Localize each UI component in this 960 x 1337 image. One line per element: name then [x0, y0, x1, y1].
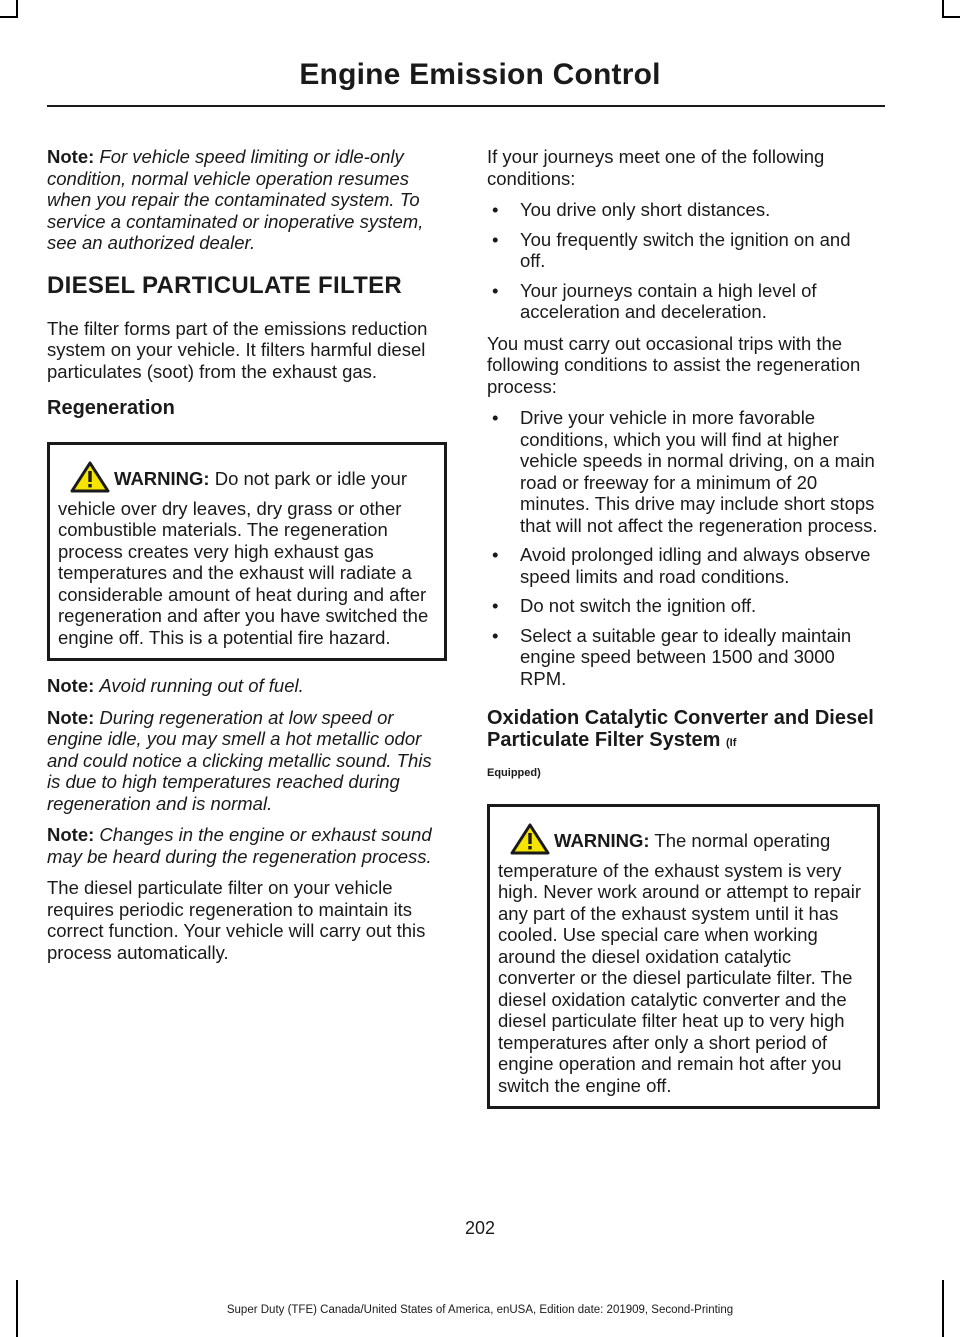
note-text: Avoid running out of fuel. — [99, 675, 304, 696]
equipped-label: Equipped) — [487, 767, 541, 779]
crop-mark — [0, 16, 18, 18]
note-text: During regeneration at low speed or engine idle, you may smell a hot metallic odor and could notice a clicking metallic sound. This is due to high temperatures reached during regeneration and is normal. — [47, 706, 432, 814]
list-item-text: Avoid prolonged idling and always observe speed limits and road conditions. — [520, 544, 871, 587]
note-sound — [47, 824, 447, 867]
list-item-text: Select a suitable gear to ideally maintain engine speed between 1500 and 3000 RPM. — [520, 624, 852, 689]
journeys-intro: If your journeys meet one of the following conditions: — [487, 146, 825, 189]
subheading-text: Oxidation Catalytic Converter and Diesel Particulate Filter System — [487, 707, 874, 751]
warning-box — [487, 804, 880, 1109]
regen-paragraph: The diesel particulate filter on your vehicle requires periodic regeneration to maintain its correct function. Your vehicle will carry out this process automatically. — [47, 877, 426, 963]
page-number: 202 — [464, 1218, 496, 1238]
crop-mark — [942, 16, 960, 18]
warning-text: Do not park or idle your vehicle over dry leaves, dry grass or other combustible materials. The regeneration process creates very high exhaust gas temperatures and the exhaust will radiate a considerable amount of heat during and after regeneration and after you have switched the engine off. This is a potential fire hazard. — [58, 468, 429, 648]
note-contaminated — [47, 146, 447, 254]
list-item — [487, 407, 880, 536]
warning-text: The normal operating temperature of the exhaust system is very high. Never work around or attempt to repair any part of the exhaust system until it has cooled. Use special care when working around the diesel oxidation catalytic converter or the diesel particulate filter. The diesel oxidation catalytic converter and the diesel particulate filter heat up to very high temperatures after only a short period of engine operation and remain hot after you switch the engine off. — [498, 830, 861, 1096]
note-fuel — [47, 675, 447, 697]
page-title: Engine Emission Control — [299, 58, 661, 91]
warning-icon — [70, 461, 110, 498]
note-label: Note: — [47, 824, 95, 845]
warning-label: WARNING: — [554, 830, 650, 851]
note-odor — [47, 707, 447, 815]
list-item — [487, 544, 880, 587]
subheading-oxidation — [487, 707, 880, 784]
warning-icon — [510, 823, 550, 860]
warning-label: WARNING: — [114, 468, 210, 489]
if-equipped-label: (If — [726, 737, 737, 749]
bullet-icon: • — [492, 544, 499, 565]
header-divider — [47, 105, 885, 107]
list-item — [487, 199, 880, 221]
warning-box — [47, 442, 447, 661]
section-heading-dpf: DIESEL PARTICULATE FILTER — [47, 271, 403, 299]
list-item-text: You frequently switch the ignition on and off. — [520, 228, 851, 271]
footer-edition: Super Duty (TFE) Canada/United States of America, enUSA, Edition date: 201909, Second-Printing — [226, 1304, 734, 1316]
note-label: Note: — [47, 146, 95, 167]
list-item-text: You drive only short distances. — [520, 199, 771, 220]
journeys-list — [487, 199, 880, 323]
list-item — [487, 229, 880, 272]
list-item-text: Your journeys contain a high level of acceleration and deceleration. — [520, 279, 817, 322]
note-label: Note: — [47, 675, 95, 696]
bullet-icon: • — [492, 624, 499, 646]
bullet-icon: • — [492, 228, 499, 250]
note-label: Note: — [47, 706, 95, 728]
dpf-intro: The filter forms part of the emissions reduction system on your vehicle. It filters harmful diesel particulates (soot) from the exhaust gas. — [47, 317, 428, 382]
right-column — [487, 146, 880, 1123]
list-item — [487, 625, 880, 690]
bullet-icon: • — [492, 279, 499, 301]
note-text: Changes in the engine or exhaust sound may be heard during the regeneration process. — [47, 824, 432, 867]
trips-intro: You must carry out occasional trips with the following conditions to assist the regeneration process: — [487, 332, 861, 397]
bullet-icon: • — [492, 199, 499, 220]
list-item — [487, 280, 880, 323]
list-item — [487, 595, 880, 617]
bullet-icon: • — [492, 407, 499, 428]
note-text: For vehicle speed limiting or idle-only condition, normal vehicle operation resumes when you repair the contaminated system. To service a contaminated or inoperative system, see an authorized dealer. — [47, 146, 424, 253]
subheading-regeneration: Regeneration — [47, 397, 175, 419]
bullet-icon: • — [492, 595, 499, 616]
left-column — [47, 146, 447, 973]
list-item-text: Do not switch the ignition off. — [520, 595, 757, 616]
trips-list — [487, 407, 880, 689]
list-item-text: Drive your vehicle in more favorable conditions, which you will find at higher vehicle speeds in normal driving, on a main road or freeway for a minimum of 20 minutes. This drive may include short stops that will not affect the regeneration process. — [520, 407, 878, 536]
